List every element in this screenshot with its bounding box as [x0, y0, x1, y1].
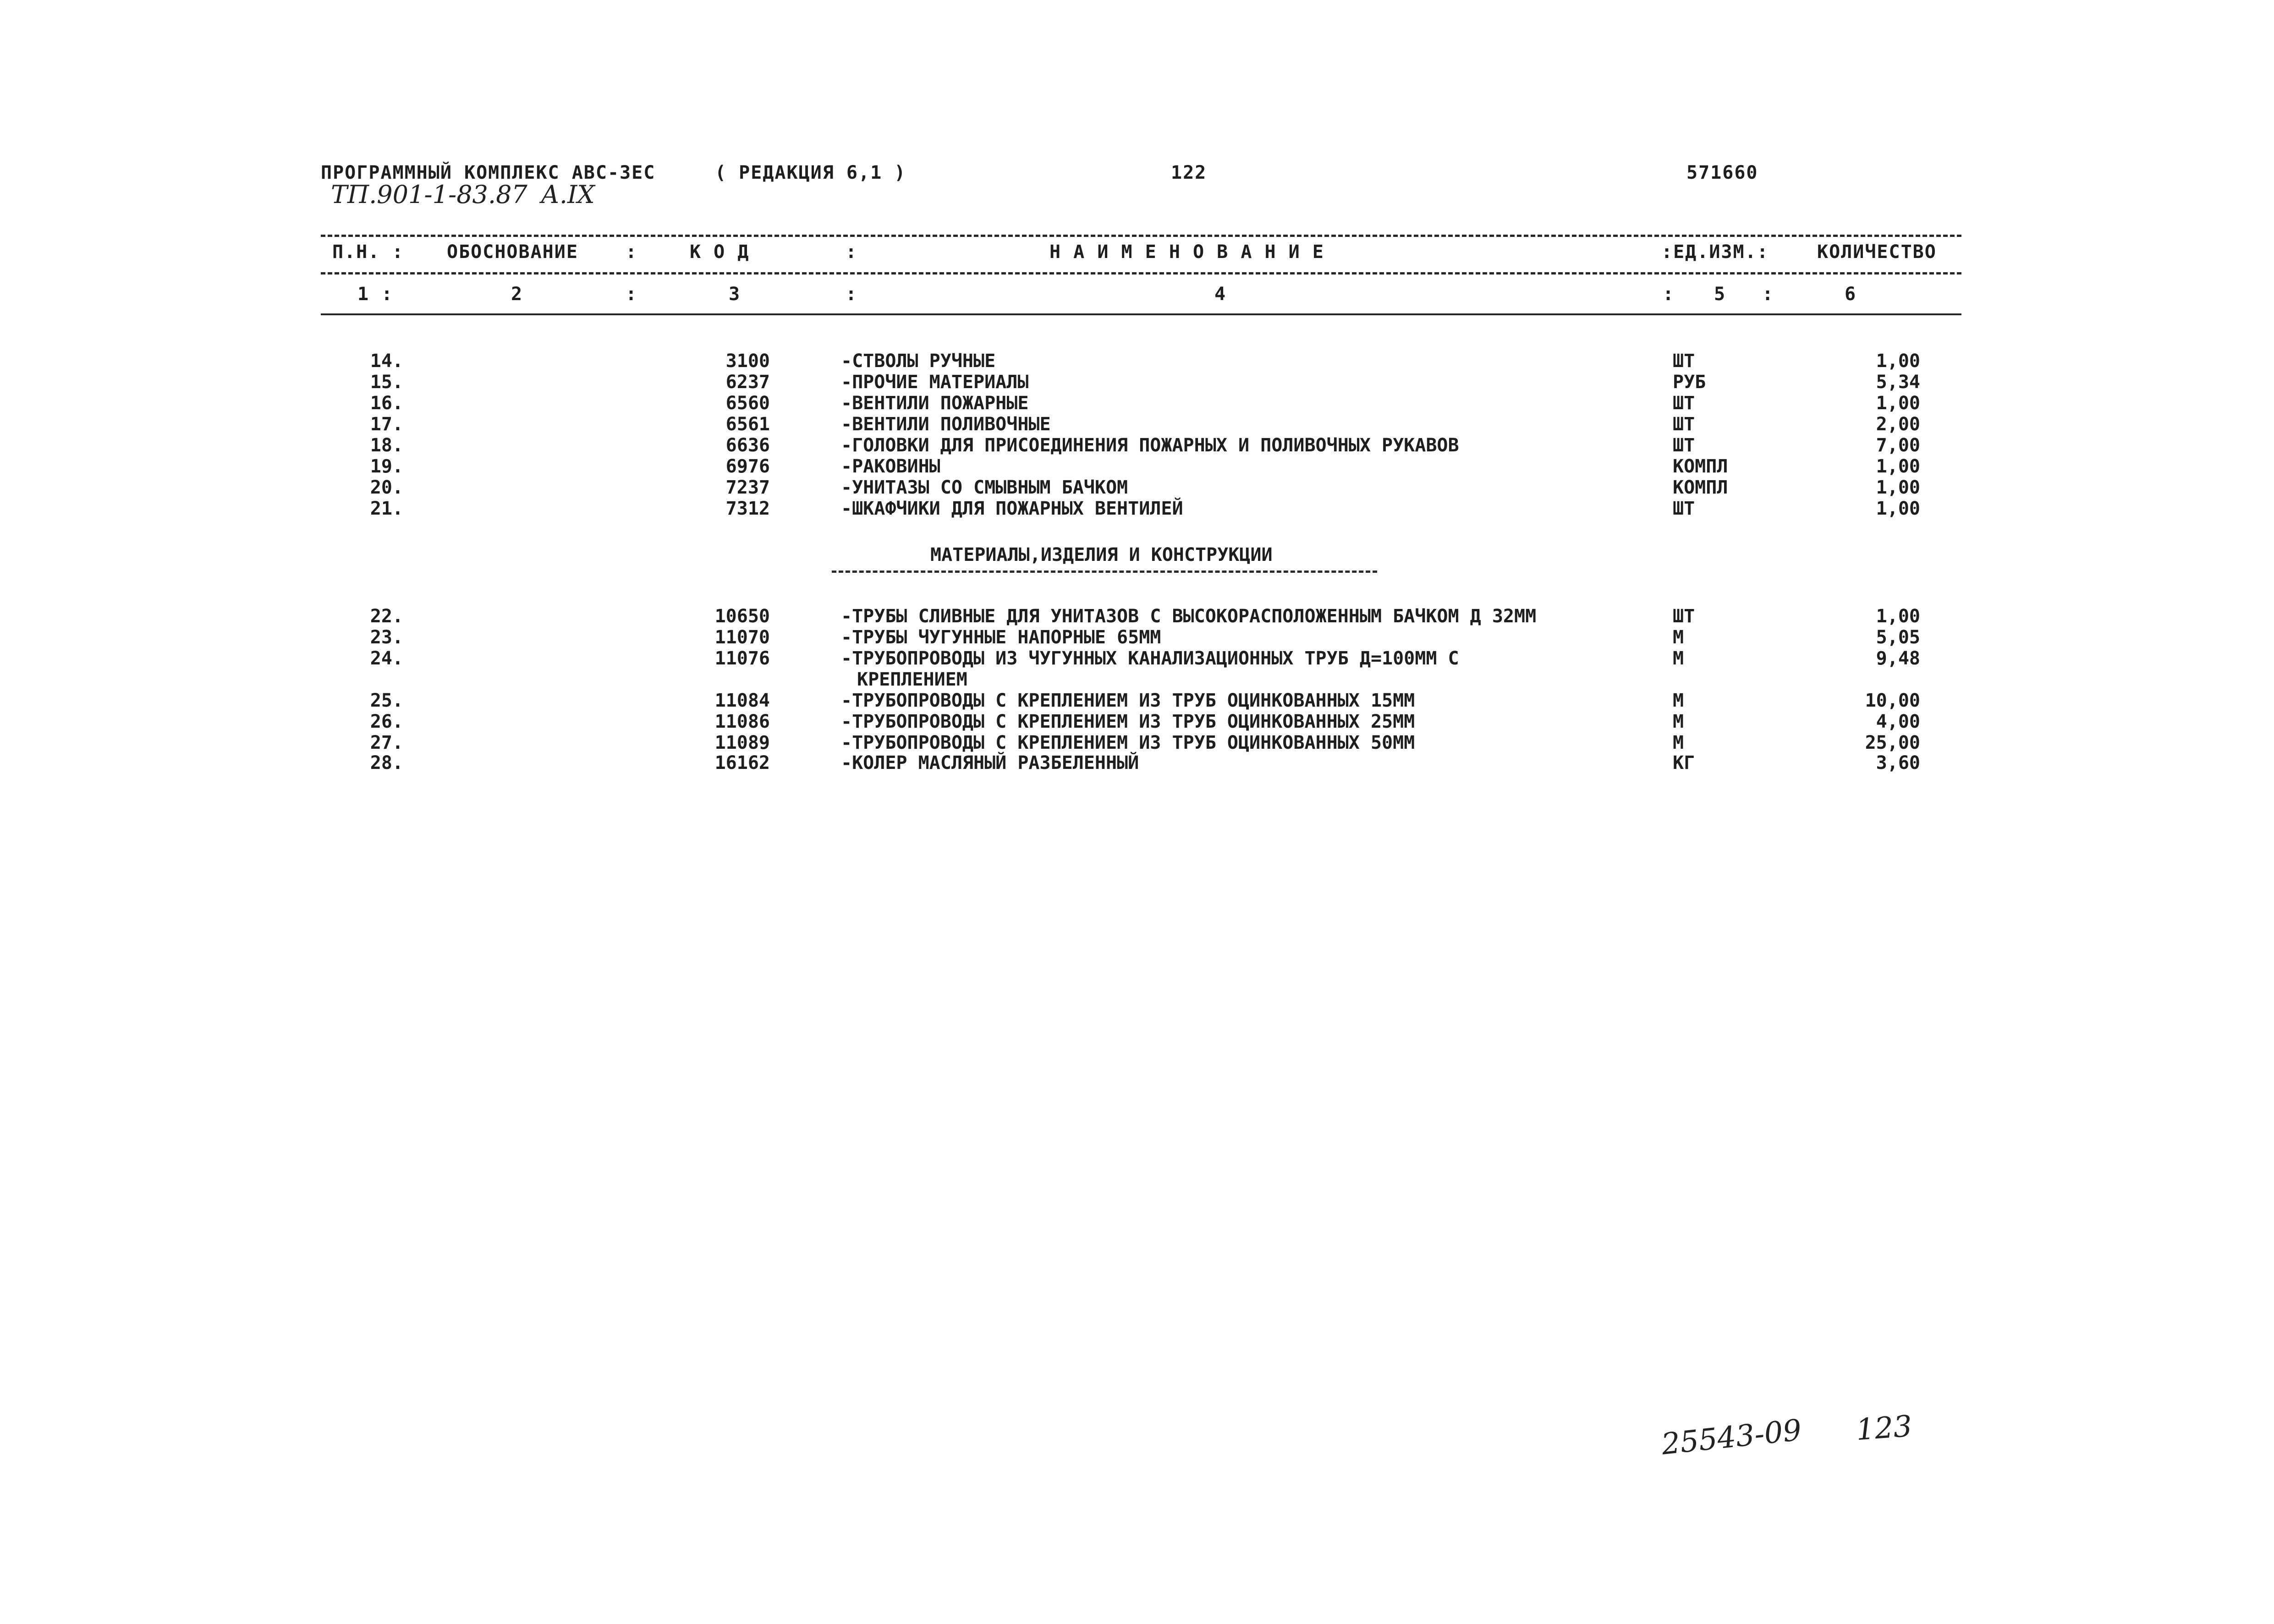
row-number: 20.	[370, 477, 403, 498]
row-unit: КГ	[1673, 752, 1695, 774]
table-row	[0, 436, 2274, 457]
table-row	[0, 607, 2274, 628]
row-number: 21.	[370, 498, 403, 519]
row-unit: КОМПЛ	[1673, 477, 1728, 498]
row-quantity: 25,00	[1865, 732, 1920, 753]
table-top-rule	[321, 235, 1961, 237]
row-name: -ВЕНТИЛИ ПОЖАРНЫЕ	[841, 393, 1029, 414]
row-quantity: 7,00	[1876, 435, 1920, 456]
row-code: 3100	[725, 351, 770, 372]
section-title: МАТЕРИАЛЫ,ИЗДЕЛИЯ И КОНСТРУКЦИИ	[930, 544, 1273, 565]
table-row	[0, 415, 2274, 436]
col-header-unit: :ЕД.ИЗМ.:	[1661, 241, 1769, 263]
row-quantity: 2,00	[1876, 414, 1920, 435]
row-number: 22.	[370, 606, 403, 627]
row-number: 27.	[370, 732, 403, 753]
row-name: -ТРУБОПРОВОДЫ ИЗ ЧУГУННЫХ КАНАЛИЗАЦИОННЫХ ТРУБ Д=100ММ С	[841, 648, 1459, 669]
row-code: 11070	[714, 627, 770, 648]
row-name: -ТРУБЫ СЛИВНЫЕ ДЛЯ УНИТАЗОВ С ВЫСОКОРАСПОЛОЖЕННЫМ БАЧКОМ Д 32ММ	[841, 606, 1537, 627]
row-unit: ШТ	[1673, 435, 1695, 456]
row-code: 7237	[725, 477, 770, 498]
col-header-qty: КОЛИЧЕСТВО	[1817, 241, 1937, 263]
row-quantity: 3,60	[1876, 752, 1920, 774]
row-unit: ШТ	[1673, 393, 1695, 414]
col-header-basis: ОБОСНОВАНИЕ	[447, 241, 578, 263]
table-row	[0, 649, 2274, 691]
row-quantity: 1,00	[1876, 351, 1920, 372]
row-name: -ТРУБОПРОВОДЫ С КРЕПЛЕНИЕМ ИЗ ТРУБ ОЦИНКОВАННЫХ 50ММ	[841, 732, 1415, 753]
table-row	[0, 713, 2274, 734]
row-code: 10650	[714, 606, 770, 627]
row-code: 11086	[714, 711, 770, 732]
row-code: 16162	[714, 752, 770, 774]
row-unit: КОМПЛ	[1673, 456, 1728, 477]
row-quantity: 1,00	[1876, 498, 1920, 519]
row-quantity: 1,00	[1876, 456, 1920, 477]
col-number-sep: :	[1762, 284, 1774, 305]
row-name: -РАКОВИНЫ	[841, 456, 940, 477]
row-name: -ТРУБОПРОВОДЫ С КРЕПЛЕНИЕМ ИЗ ТРУБ ОЦИНКОВАННЫХ 15ММ	[841, 690, 1415, 711]
table-row	[0, 628, 2274, 649]
row-number: 18.	[370, 435, 403, 456]
col-number: 6	[1845, 284, 1857, 305]
col-number: 3	[729, 284, 741, 305]
row-unit: М	[1673, 711, 1684, 732]
row-unit: РУБ	[1673, 372, 1706, 393]
row-name: -СТВОЛЫ РУЧНЫЕ	[841, 351, 996, 372]
row-number: 19.	[370, 456, 403, 477]
col-header-name: Н А И М Е Н О В А Н И Е	[1049, 241, 1324, 263]
table-columns-rule	[321, 313, 1961, 315]
row-name: -ТРУБЫ ЧУГУННЫЕ НАПОРНЫЕ 65ММ	[841, 627, 1161, 648]
table-row	[0, 499, 2274, 521]
row-number: 23.	[370, 627, 403, 648]
section-title-underline	[832, 571, 1377, 573]
col-number: 2	[511, 284, 523, 305]
row-number: 25.	[370, 690, 403, 711]
row-code: 11084	[714, 690, 770, 711]
row-quantity: 1,00	[1876, 477, 1920, 498]
row-quantity: 5,05	[1876, 627, 1920, 648]
col-header-code: К О Д	[690, 241, 750, 263]
row-code: 7312	[725, 498, 770, 519]
col-number-sep: :	[846, 284, 858, 305]
row-name: -ШКАФЧИКИ ДЛЯ ПОЖАРНЫХ ВЕНТИЛЕЙ	[841, 498, 1183, 519]
row-name: -ВЕНТИЛИ ПОЛИВОЧНЫЕ	[841, 414, 1051, 435]
row-code: 6561	[725, 414, 770, 435]
row-unit: М	[1673, 732, 1684, 753]
table-row	[0, 394, 2274, 415]
row-number: 16.	[370, 393, 403, 414]
row-number: 28.	[370, 752, 403, 774]
row-unit: М	[1673, 627, 1684, 648]
row-name: -ГОЛОВКИ ДЛЯ ПРИСОЕДИНЕНИЯ ПОЖАРНЫХ И ПОЛИВОЧНЫХ РУКАВОВ	[841, 435, 1459, 456]
row-code: 6237	[725, 372, 770, 393]
row-name: -УНИТАЗЫ СО СМЫВНЫМ БАЧКОМ	[841, 477, 1128, 498]
row-code: 6976	[725, 456, 770, 477]
edition-label: ( РЕДАКЦИЯ 6,1 )	[715, 162, 906, 183]
col-number: 4	[1214, 284, 1227, 305]
row-number: 17.	[370, 414, 403, 435]
table-header-rule	[321, 272, 1961, 274]
table-row	[0, 734, 2274, 755]
row-quantity: 5,34	[1876, 372, 1920, 393]
row-name: -ТРУБОПРОВОДЫ С КРЕПЛЕНИЕМ ИЗ ТРУБ ОЦИНКОВАННЫХ 25ММ	[841, 711, 1415, 732]
row-unit: ШТ	[1673, 351, 1695, 372]
sheet-number: 123	[1855, 1409, 1913, 1448]
program-title: ПРОГРАММНЫЙ КОМПЛЕКС АВС-ЗЕС	[321, 162, 656, 183]
col-header-sep: :	[846, 241, 858, 263]
row-name: -ПРОЧИЕ МАТЕРИАЛЫ	[841, 372, 1029, 393]
row-quantity: 4,00	[1876, 711, 1920, 732]
row-name-continuation: КРЕПЛЕНИЕМ	[857, 669, 967, 690]
document-code: 571660	[1686, 162, 1758, 183]
table-row	[0, 457, 2274, 478]
row-unit: М	[1673, 690, 1684, 711]
col-number: 5	[1714, 284, 1726, 305]
table-row	[0, 691, 2274, 713]
row-quantity: 1,00	[1876, 393, 1920, 414]
row-unit: ШТ	[1673, 498, 1695, 519]
row-number: 14.	[370, 351, 403, 372]
row-code: 6636	[725, 435, 770, 456]
table-row	[0, 373, 2274, 394]
col-header-num: П.Н. :	[332, 241, 404, 263]
row-code: 11089	[714, 732, 770, 753]
row-unit: ШТ	[1673, 414, 1695, 435]
table-row	[0, 352, 2274, 373]
row-number: 15.	[370, 372, 403, 393]
row-number: 26.	[370, 711, 403, 732]
table-row	[0, 478, 2274, 499]
row-code: 11076	[714, 648, 770, 669]
row-number: 24.	[370, 648, 403, 669]
row-unit: ШТ	[1673, 606, 1695, 627]
row-code: 6560	[725, 393, 770, 414]
page-number: 122	[1171, 162, 1207, 183]
row-quantity: 10,00	[1865, 690, 1920, 711]
row-quantity: 9,48	[1876, 648, 1920, 669]
row-name: -КОЛЕР МАСЛЯНЫЙ РАЗБЕЛЕННЫЙ	[841, 752, 1139, 774]
col-number-sep: :	[626, 284, 638, 305]
row-quantity: 1,00	[1876, 606, 1920, 627]
col-number: 1 :	[357, 284, 394, 305]
col-number-sep: :	[1663, 284, 1675, 305]
album-number: А.IX	[541, 180, 595, 209]
inventory-stamp-number: 25543-09	[1659, 1413, 1803, 1462]
table-row	[0, 754, 2274, 775]
project-number: ТП.901-1-83.87	[331, 180, 527, 209]
col-header-sep: :	[626, 241, 638, 263]
row-unit: М	[1673, 648, 1684, 669]
